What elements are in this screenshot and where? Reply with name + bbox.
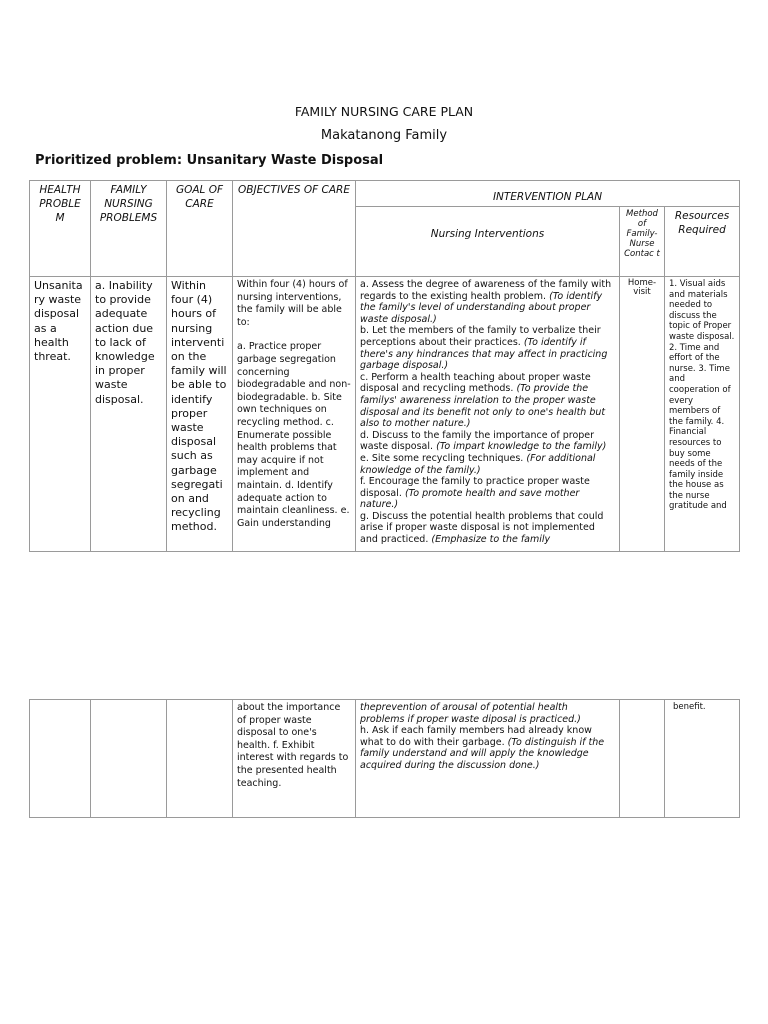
cell-goal-of-care: Within four (4) hours of nursing interventi on the family will be able to identify proper waste disposal such as garbage segregati on and recycling method. — [167, 277, 233, 552]
cell-health-problem: Unsanita ry waste disposal as a health threat. — [30, 277, 91, 552]
intervention-item: a. Assess the degree of awareness of the family with regards to the existing health problem. (To identify the family's level of understanding about proper waste disposal.) — [360, 279, 612, 325]
header-method-of-contact: Method of Family-Nurse Contac t — [620, 207, 665, 277]
care-plan-table — [29, 180, 740, 552]
objectives-list: a. Practice proper garbage segregation concerning biodegradable and non-biodegradable. b. Site own techniques on recycling method. c. Enumerate possible health problems that may acquire if not implement and maintain. d. Identify adequate action to maintain cleanliness. e. Gain understanding — [237, 341, 351, 529]
cell-method-of-contact-cont — [620, 700, 665, 818]
family-name: Makatanong Family — [320, 128, 448, 143]
cell-objectives-cont: about the importance of proper waste disposal to one's health. f. Exhibit interest with regards to the presented health teaching. — [233, 700, 356, 818]
cell-family-nursing-problem-cont — [91, 700, 167, 818]
cell-resources-cont: benefit. — [665, 700, 740, 818]
cell-health-problem-cont — [30, 700, 91, 818]
cell-objectives — [233, 277, 356, 552]
header-health-problem: HEALTH PROBLE M — [30, 181, 91, 277]
header-intervention-plan: INTERVENTION PLAN — [356, 181, 740, 207]
header-objectives-of-care: OBJECTIVES OF CARE — [233, 181, 356, 277]
header-nursing-interventions: Nursing Interventions — [356, 207, 620, 277]
intervention-item: d. Discuss to the family the importance of proper waste disposal. (To impart knowledge to the family) — [360, 429, 607, 453]
header-goal-of-care: GOAL OF CARE — [167, 181, 233, 277]
intervention-item: f. Encourage the family to practice proper waste disposal. (To promote health and save mother nature.) — [360, 476, 590, 511]
document-title: FAMILY NURSING CARE PLAN — [294, 104, 474, 119]
header-resources-required: Resources Required — [665, 207, 740, 277]
intervention-note-cont: theprevention of arousal of potential health problems if proper waste diposal is practiced.) — [360, 702, 581, 725]
cell-interventions-cont — [356, 700, 620, 818]
cell-family-nursing-problem: a. Inability to provide adequate action due to lack of knowledge in proper waste disposal. — [91, 277, 167, 552]
prioritized-problem: Prioritized problem: Unsanitary Waste Disposal — [35, 153, 384, 168]
intervention-item: e. Site some recycling techniques. (For additional knowledge of the family.) — [360, 452, 596, 476]
cell-resources: 1. Visual aids and materials needed to discuss the topic of Proper waste disposal. 2. Time and effort of the nurse. 3. Time and cooperation of every members of the family. 4. Financial resources to buy some needs of the family inside the house as the nurse gratitude and — [665, 277, 740, 552]
objectives-intro: Within four (4) hours of nursing interventions, the family will be able to: — [237, 279, 348, 328]
header-family-nursing-problems: FAMILY NURSING PROBLEMS — [91, 181, 167, 277]
intervention-item: c. Perform a health teaching about proper waste disposal and recycling methods. (To provide the familys' awareness inrelation to the proper waste disposal and its benefit not only to one's health but also to mother nature.) — [360, 371, 606, 430]
cell-goal-of-care-cont — [167, 700, 233, 818]
care-plan-table-continued — [29, 699, 740, 818]
cell-method-of-contact: Home-visit — [620, 277, 665, 552]
intervention-item: g. Discuss the potential health problems that could arise if proper waste disposal is not implemented and practiced. (Emphasize to the family — [360, 510, 604, 546]
cell-interventions — [356, 277, 620, 552]
intervention-item-h: h. Ask if each family members had already know what to do with their garbage. (To distinguish if the family understand and will apply the knowledge acquired during the discussion done.) — [360, 725, 605, 771]
intervention-item: b. Let the members of the family to verbalize their perceptions about their practices. (To identify if there's any hindrances that may affect in practicing garbage disposal.) — [360, 325, 608, 372]
